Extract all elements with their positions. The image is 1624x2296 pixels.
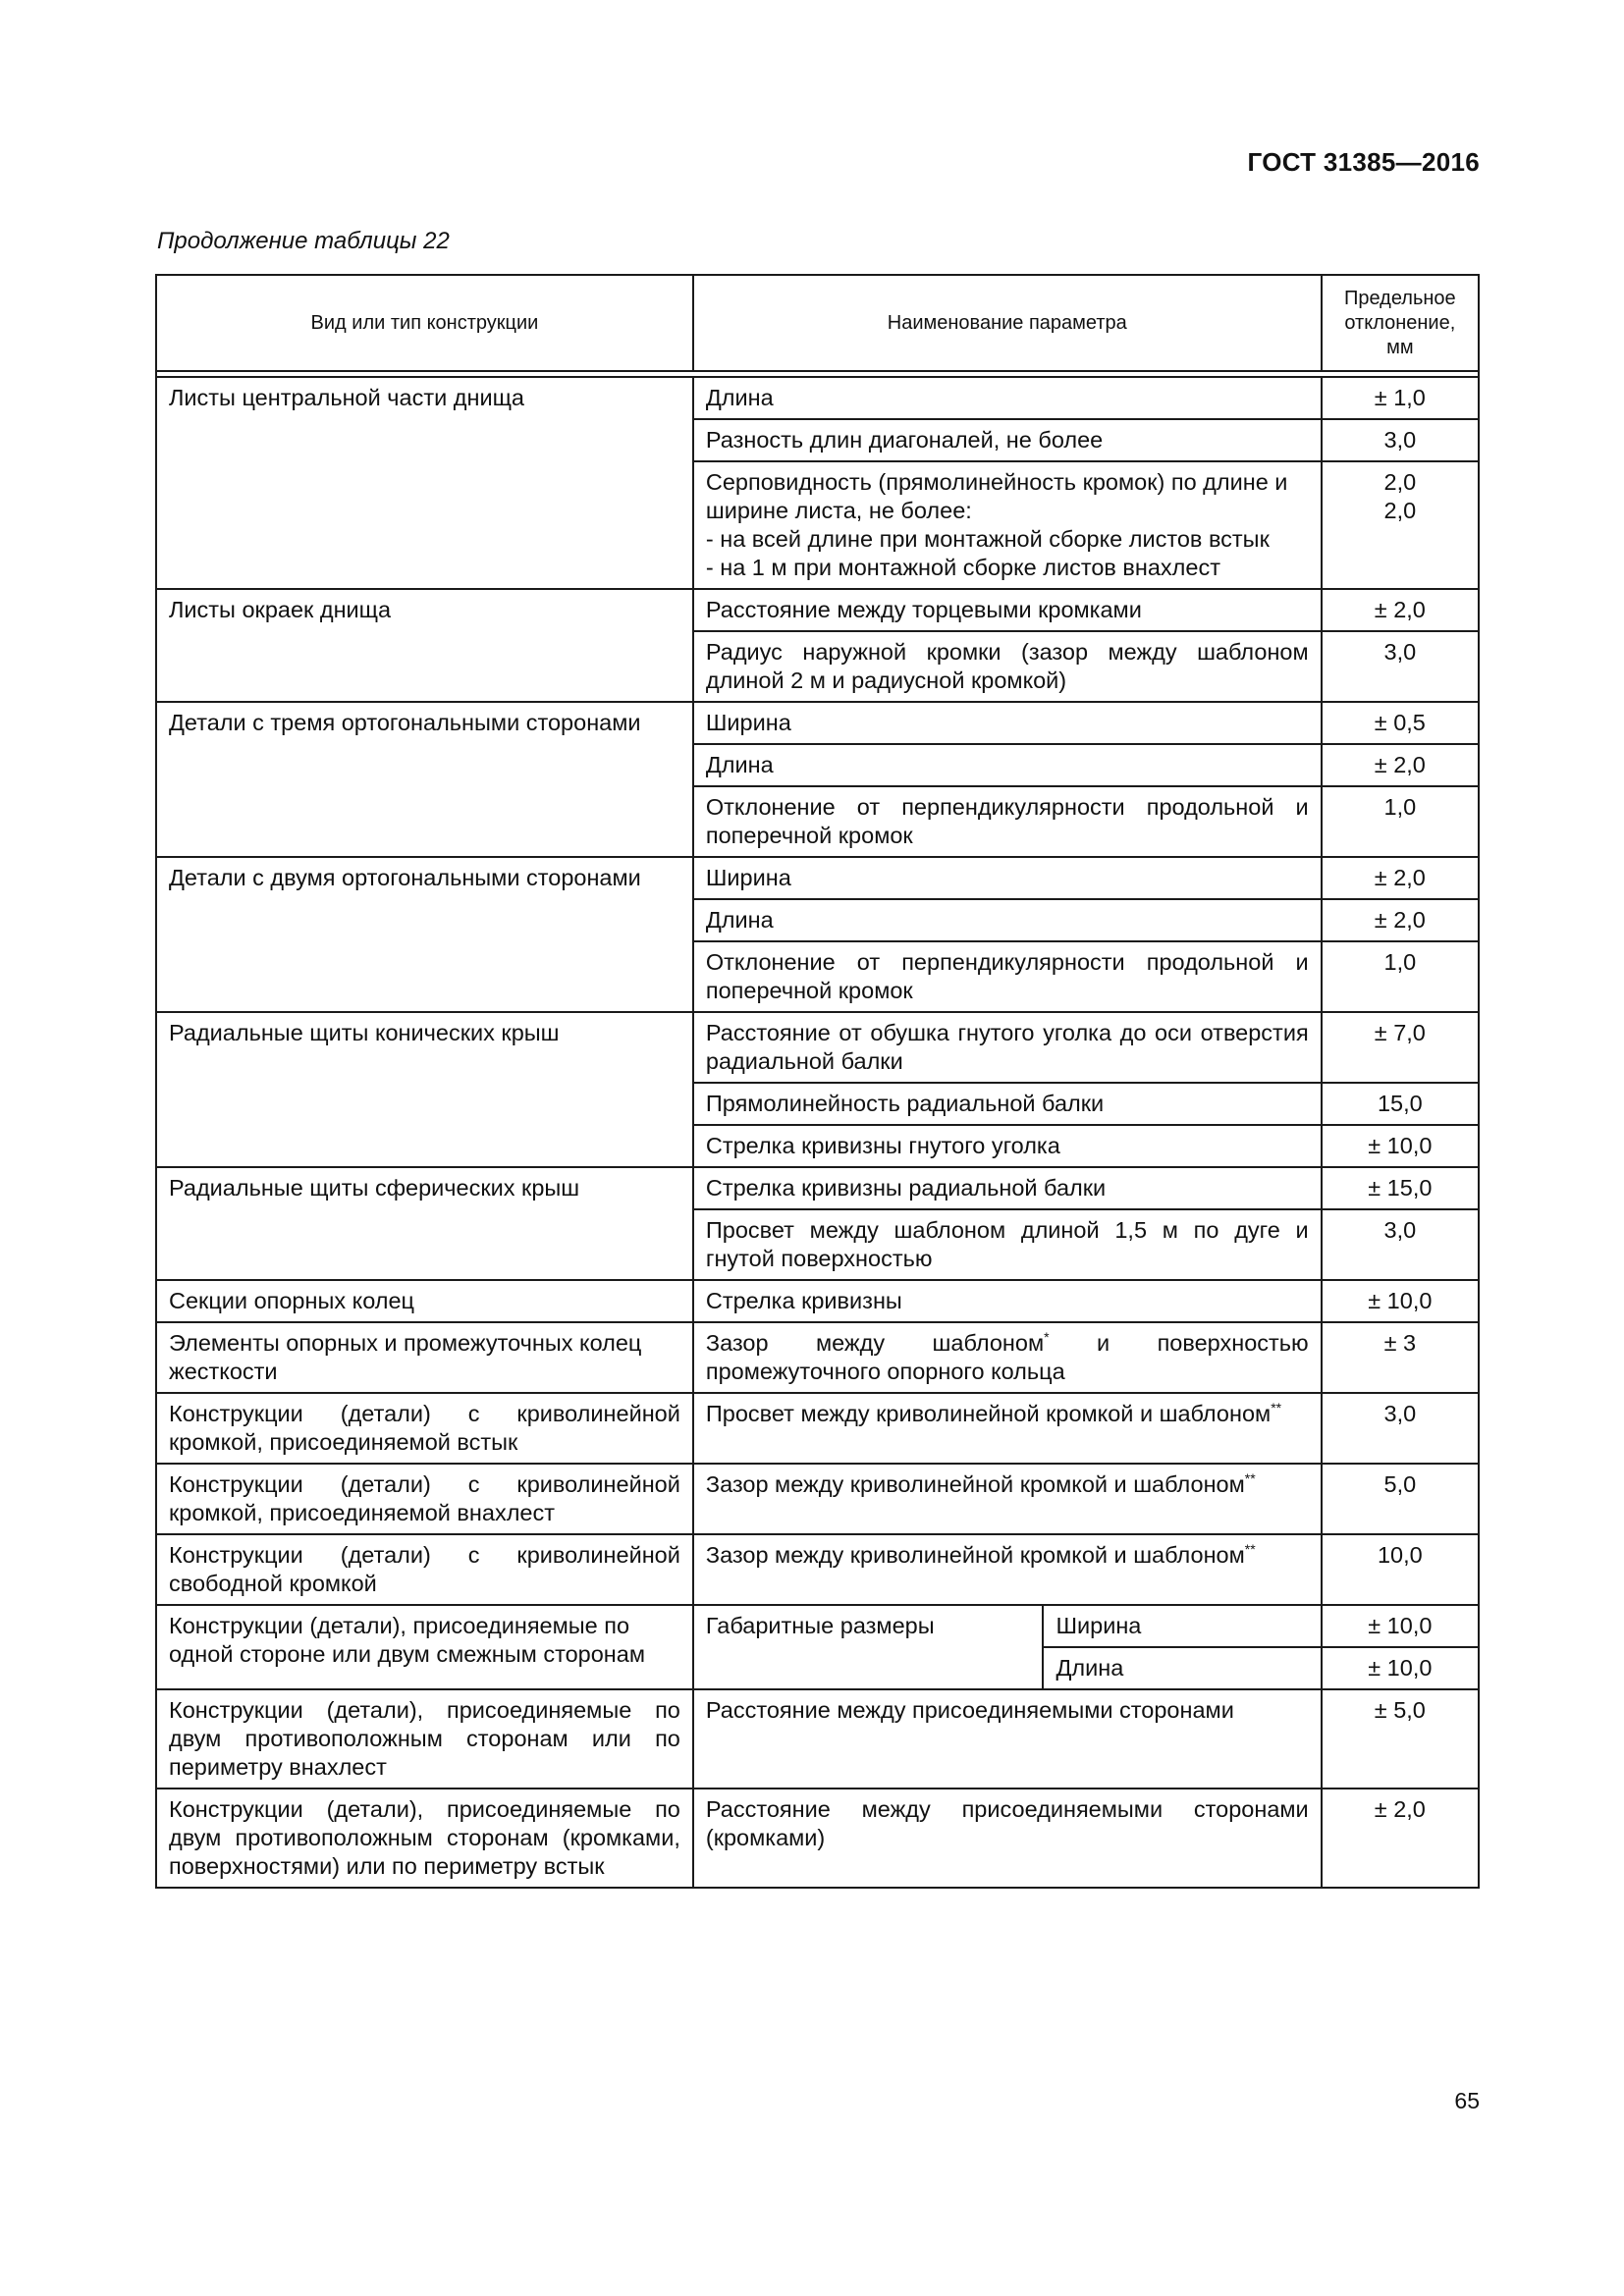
parameter-name: Расстояние между торцевыми кромками — [693, 589, 1322, 631]
limit-deviation: ± 2,0 — [1322, 1789, 1479, 1888]
parameter-name: Просвет между шаблоном длиной 1,5 м по дуге и гнутой поверхностью — [693, 1209, 1322, 1280]
limit-deviation: 5,0 — [1322, 1464, 1479, 1534]
limit-deviation — [1322, 461, 1479, 589]
parameter-name: Длина — [693, 377, 1322, 419]
table-row — [156, 1280, 1479, 1322]
footnote-mark: ** — [1244, 1470, 1256, 1487]
parameter-name: Ширина — [693, 702, 1322, 744]
limit-deviation: ± 10,0 — [1322, 1605, 1479, 1647]
table-row — [156, 1534, 1479, 1605]
parameter-subname: Ширина — [1043, 1605, 1321, 1647]
footnote-mark: ** — [1271, 1400, 1282, 1416]
parameter-subitem: - на всей длине при монтажной сборке листов встык — [705, 526, 1270, 552]
parameter-name: Радиус наружной кромки (зазор между шаблоном длиной 2 м и радиусной кромкой) — [693, 631, 1322, 702]
limit-deviation: 3,0 — [1322, 1393, 1479, 1464]
construction-type: Элементы опорных и промежуточных колец жесткости — [156, 1322, 693, 1393]
limit-deviation: ± 10,0 — [1322, 1280, 1479, 1322]
header-limit-deviation: Предельное отклонение, мм — [1322, 275, 1479, 371]
limit-deviation: ± 2,0 — [1322, 744, 1479, 786]
deviation-value: 2,0 — [1383, 498, 1417, 523]
parameter-name: Расстояние между присоединяемыми сторонами — [693, 1689, 1322, 1789]
parameter-text: Зазор между криволинейной кромкой и шаблоном — [705, 1542, 1245, 1568]
footnote-mark: ** — [1244, 1541, 1256, 1558]
limit-deviation: 10,0 — [1322, 1534, 1479, 1605]
parameter-main-text: Серповидность (прямолинейность кромок) по длине и ширине листа, не более: — [705, 469, 1288, 523]
table-row — [156, 1012, 1479, 1083]
limit-deviation: ± 15,0 — [1322, 1167, 1479, 1209]
limit-deviation: ± 10,0 — [1322, 1125, 1479, 1167]
parameter-name — [693, 461, 1322, 589]
parameter-name — [693, 1393, 1322, 1464]
parameter-name: Отклонение от перпендикулярности продольной и поперечной кромок — [693, 786, 1322, 857]
table-header-row — [156, 275, 1479, 371]
limit-deviation: 1,0 — [1322, 786, 1479, 857]
parameter-name: Отклонение от перпендикулярности продольной и поперечной кромок — [693, 941, 1322, 1012]
parameter-name: Прямолинейность радиальной балки — [693, 1083, 1322, 1125]
table-row — [156, 377, 1479, 419]
construction-type: Детали с тремя ортогональными сторонами — [156, 702, 693, 857]
table-row — [156, 1322, 1479, 1393]
parameter-text: Зазор между шаблоном — [705, 1330, 1045, 1356]
limit-deviation: 1,0 — [1322, 941, 1479, 1012]
tolerance-table — [155, 274, 1480, 1889]
parameter-name: Длина — [693, 899, 1322, 941]
limit-deviation: ± 7,0 — [1322, 1012, 1479, 1083]
parameter-name: Ширина — [693, 857, 1322, 899]
table-row — [156, 1464, 1479, 1534]
limit-deviation: ± 2,0 — [1322, 899, 1479, 941]
parameter-name: Стрелка кривизны радиальной балки — [693, 1167, 1322, 1209]
construction-type: Радиальные щиты сферических крыш — [156, 1167, 693, 1280]
construction-type: Листы окраек днища — [156, 589, 693, 702]
parameter-subitem: - на 1 м при монтажной сборке листов внахлест — [705, 555, 1220, 580]
limit-deviation: ± 5,0 — [1322, 1689, 1479, 1789]
table-row — [156, 1689, 1479, 1789]
footnote-mark: * — [1044, 1329, 1050, 1346]
header-construction-type: Вид или тип конструкции — [156, 275, 693, 371]
parameter-subname: Длина — [1043, 1647, 1321, 1689]
table-row — [156, 1167, 1479, 1209]
table-row — [156, 857, 1479, 899]
construction-type: Конструкции (детали), присоединяемые по двум противоположным сторонам (кромками, поверхностями) или по периметру встык — [156, 1789, 693, 1888]
parameter-text: Просвет между криволинейной кромкой и шаблоном — [705, 1401, 1272, 1426]
parameter-text: и поверхностью промежуточного опорного кольца — [705, 1330, 1309, 1384]
table-row — [156, 1789, 1479, 1888]
limit-deviation: ± 2,0 — [1322, 857, 1479, 899]
parameter-text: Зазор между криволинейной кромкой и шаблоном — [705, 1471, 1245, 1497]
limit-deviation: ± 3 — [1322, 1322, 1479, 1393]
table-row — [156, 702, 1479, 744]
limit-deviation: 3,0 — [1322, 419, 1479, 461]
parameter-name: Габаритные размеры — [693, 1605, 1044, 1689]
table-caption: Продолжение таблицы 22 — [157, 228, 450, 254]
construction-type: Радиальные щиты конических крыш — [156, 1012, 693, 1167]
parameter-name: Стрелка кривизны гнутого уголка — [693, 1125, 1322, 1167]
construction-type: Конструкции (детали) с криволинейной кромкой, присоединяемой внахлест — [156, 1464, 693, 1534]
parameter-name: Расстояние от обушка гнутого уголка до оси отверстия радиальной балки — [693, 1012, 1322, 1083]
limit-deviation: ± 10,0 — [1322, 1647, 1479, 1689]
parameter-name: Стрелка кривизны — [693, 1280, 1322, 1322]
limit-deviation: 15,0 — [1322, 1083, 1479, 1125]
construction-type: Листы центральной части днища — [156, 377, 693, 589]
limit-deviation: ± 0,5 — [1322, 702, 1479, 744]
parameter-name — [693, 1322, 1322, 1393]
header-parameter-name: Наименование параметра — [693, 275, 1322, 371]
limit-deviation: ± 2,0 — [1322, 589, 1479, 631]
construction-type: Конструкции (детали) с криволинейной свободной кромкой — [156, 1534, 693, 1605]
parameter-name — [693, 1534, 1322, 1605]
parameter-name: Расстояние между присоединяемыми сторонами (кромками) — [693, 1789, 1322, 1888]
document-id: ГОСТ 31385—2016 — [1247, 147, 1480, 177]
construction-type: Детали с двумя ортогональными сторонами — [156, 857, 693, 1012]
construction-type: Конструкции (детали), присоединяемые по двум противоположным сторонам или по периметру внахлест — [156, 1689, 693, 1789]
limit-deviation: 3,0 — [1322, 631, 1479, 702]
construction-type: Конструкции (детали), присоединяемые по одной стороне или двум смежным сторонам — [156, 1605, 693, 1689]
construction-type: Конструкции (детали) с криволинейной кромкой, присоединяемой встык — [156, 1393, 693, 1464]
deviation-value: 2,0 — [1383, 469, 1417, 495]
table-row — [156, 1393, 1479, 1464]
page-number: 65 — [1454, 2088, 1480, 2113]
construction-type: Секции опорных колец — [156, 1280, 693, 1322]
limit-deviation: 3,0 — [1322, 1209, 1479, 1280]
parameter-name: Разность длин диагоналей, не более — [693, 419, 1322, 461]
table-row — [156, 1605, 1479, 1647]
parameter-name: Длина — [693, 744, 1322, 786]
table-row — [156, 589, 1479, 631]
limit-deviation: ± 1,0 — [1322, 377, 1479, 419]
parameter-name — [693, 1464, 1322, 1534]
